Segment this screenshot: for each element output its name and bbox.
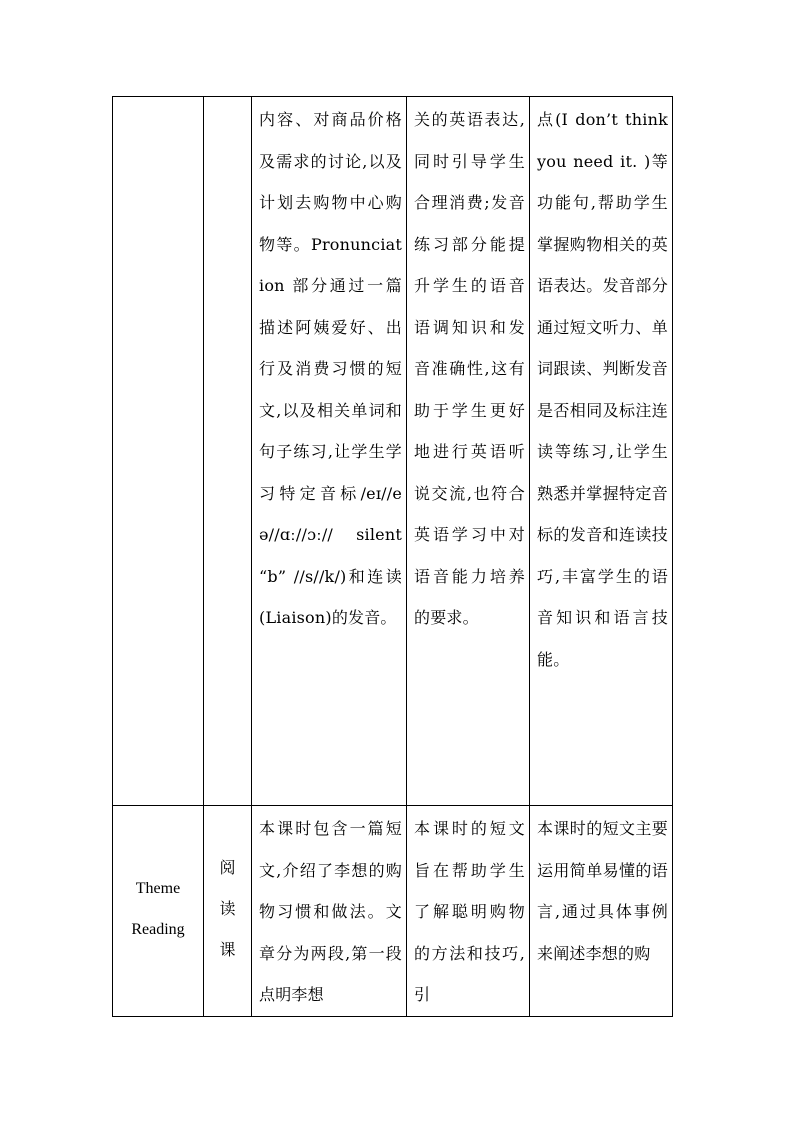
teaching-method-text: 点(I don’t think you need it. )等功能句,帮助学生掌握购物相关的英语表达。发音部分通过短文听力、单词跟读、判断发音是否相同及标注连读等练习,让学生熟悉并掌握特定音标的发音和连读技巧,丰富学生的语音知识和语言技能。: [537, 110, 668, 669]
teaching-goal-cell: [407, 97, 530, 806]
content-analysis-cell: [252, 806, 407, 1017]
teaching-method-text: 本课时的短文主要运用简单易懂的语言,通过具体事例来阐述李想的购: [537, 819, 668, 963]
teaching-method-cell: [530, 806, 673, 1017]
theme-label: Theme Reading: [131, 880, 185, 938]
table-row: [113, 97, 673, 806]
lesson-plan-table: [112, 96, 673, 1017]
lesson-type-char: 读: [219, 899, 236, 918]
teaching-goal-text: 关的英语表达,同时引导学生合理消费;发音练习部分能提升学生的语音语调知识和发音准确性,这有助于学生更好地进行英语听说交流,也符合英语学习中对语音能力培养的要求。: [414, 110, 525, 627]
content-analysis-text: 本课时包含一篇短文,介绍了李想的购物习惯和做法。文章分为两段,第一段点明李想: [259, 819, 402, 1004]
table-row: [113, 806, 673, 1017]
lesson-type-char: 阅: [219, 858, 236, 877]
theme-cell-empty: [113, 97, 204, 806]
teaching-goal-text: 本课时的短文旨在帮助学生了解聪明购物的方法和技巧,引: [414, 819, 525, 1004]
teaching-method-cell: [530, 97, 673, 806]
lesson-type-label: [204, 806, 251, 970]
content-analysis-cell: [252, 97, 407, 806]
content-analysis-text: 内容、对商品价格及需求的讨论,以及计划去购物中心购物等。Pronunciation 部分通过一篇描述阿姨爱好、出行及消费习惯的短文,以及相关单词和句子练习,让学生学习特定音标/eɪ//eə//ɑː//ɔː// silent “b” //s//k/)和连读(Liaison)的发音。: [259, 110, 402, 627]
theme-cell: [113, 806, 204, 1017]
lesson-type-char: 课: [219, 940, 236, 959]
lesson-type-cell: [204, 806, 252, 1017]
teaching-goal-cell: [407, 806, 530, 1017]
lesson-type-cell-empty: [204, 97, 252, 806]
